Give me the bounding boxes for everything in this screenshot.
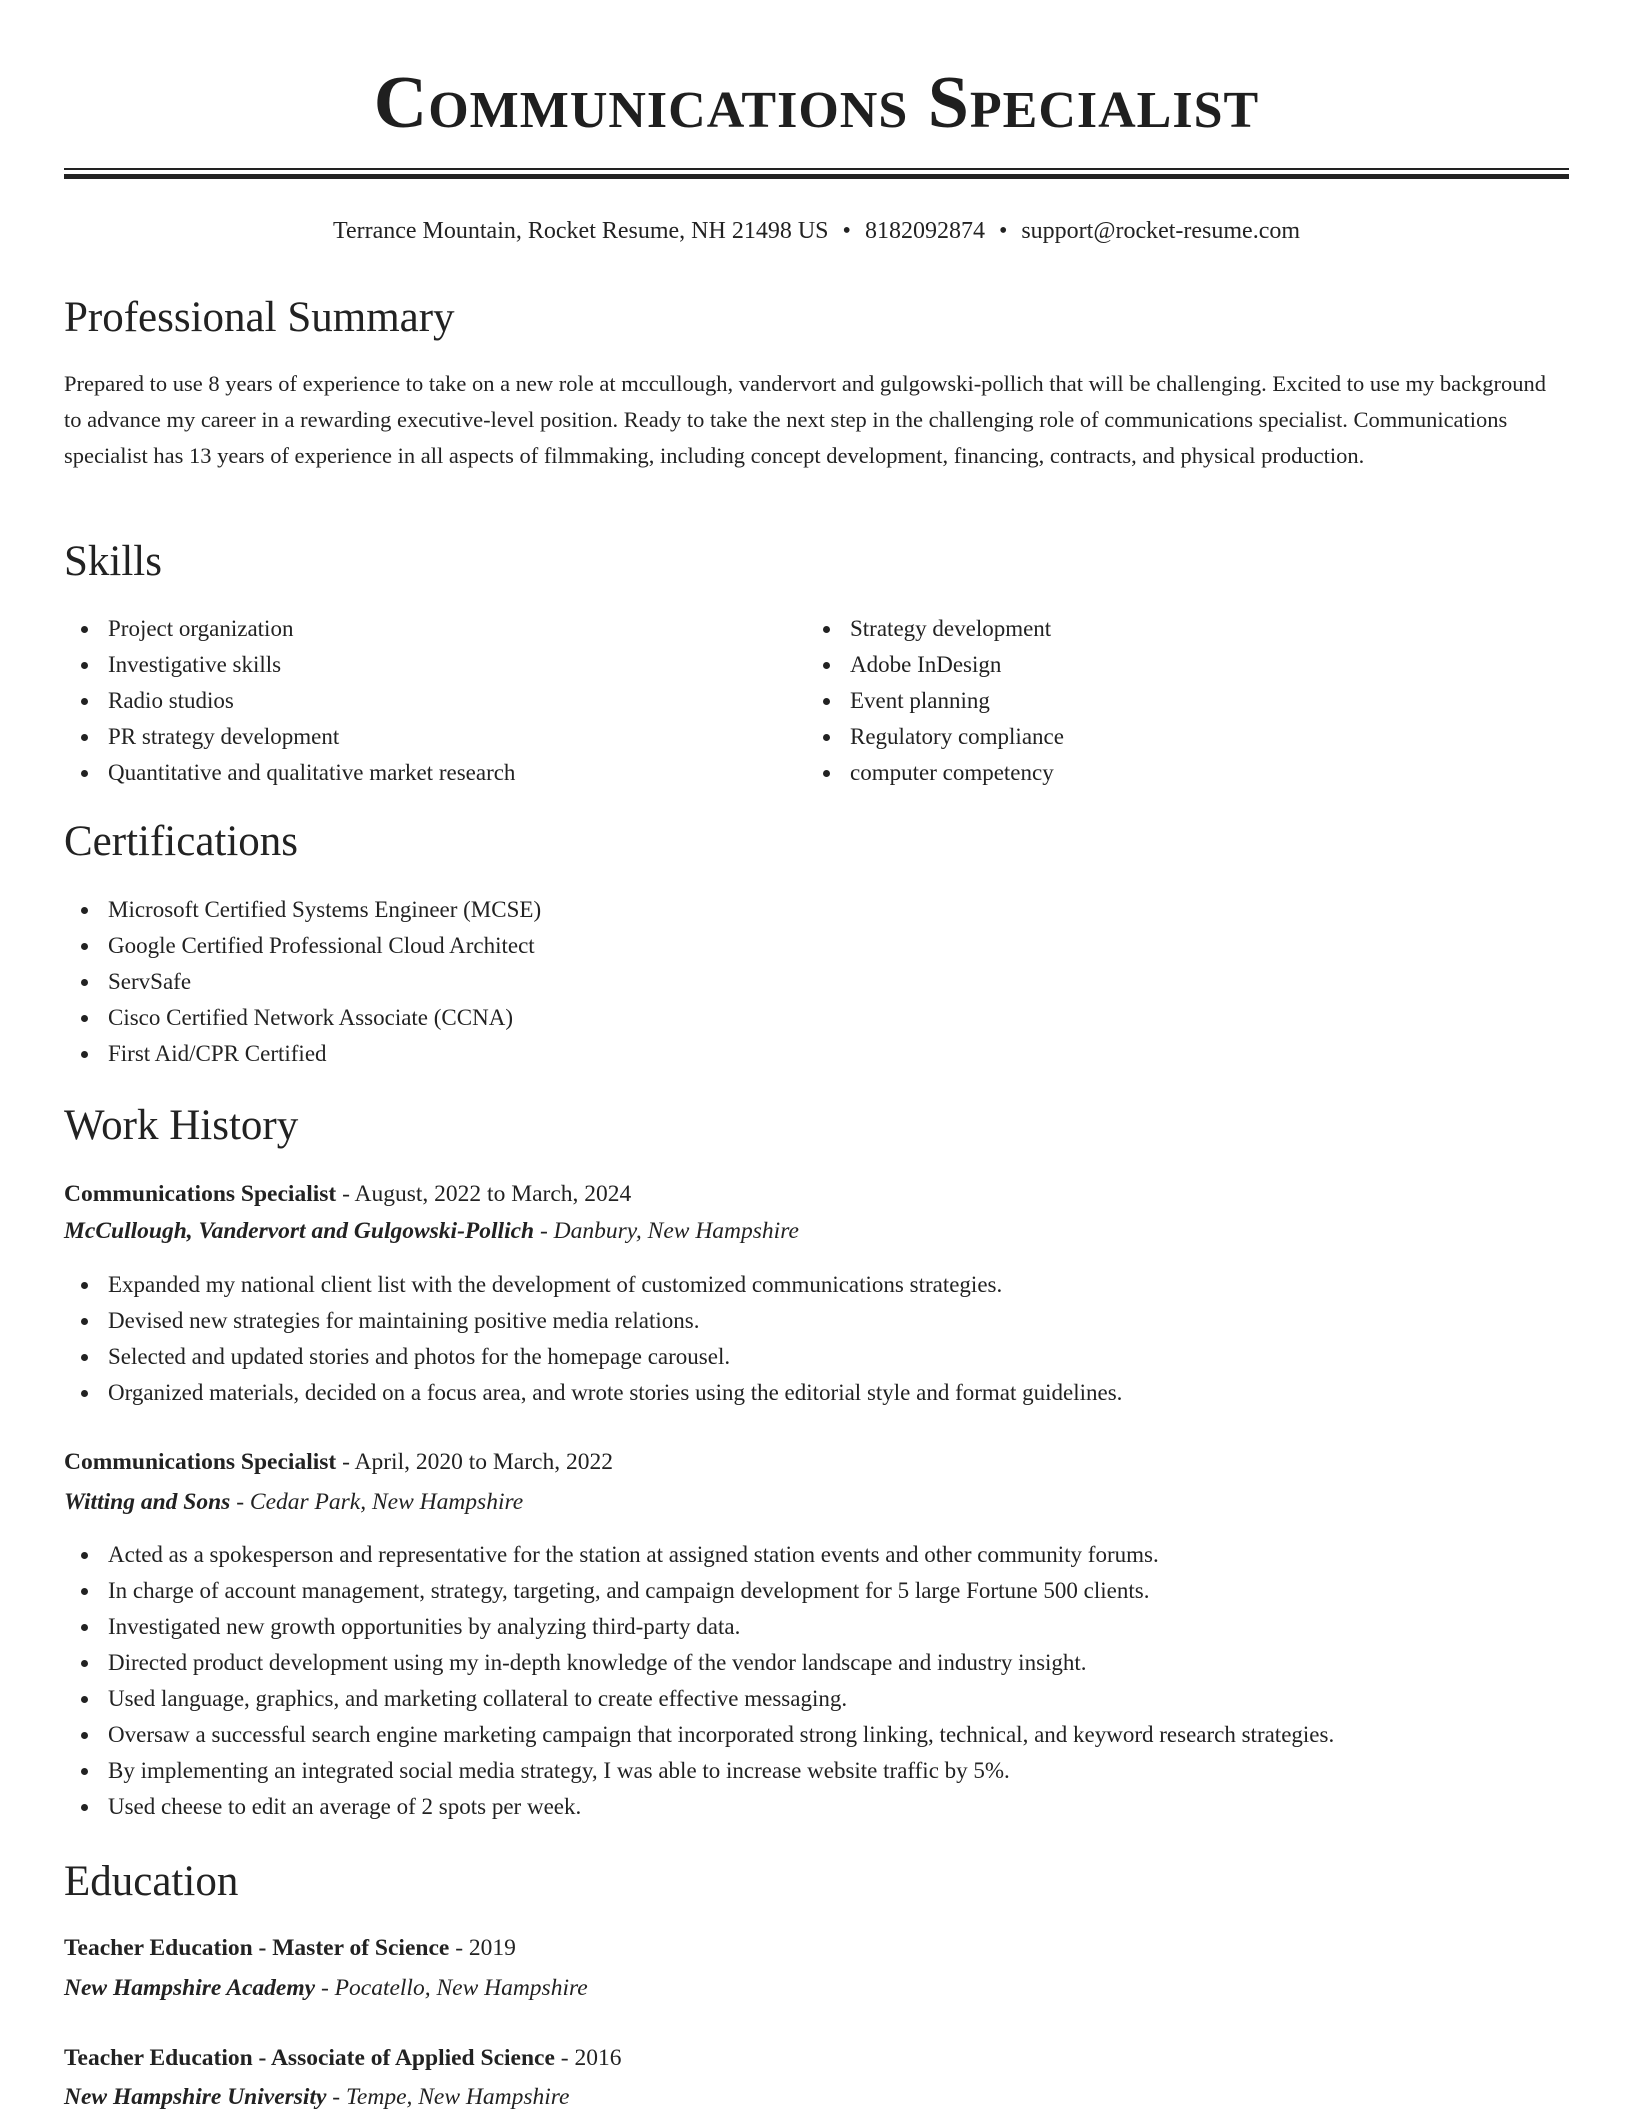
job-bullet: Investigated new growth opportunities by analyzing third-party data.: [64, 1609, 1334, 1645]
education-location: Tempe, New Hampshire: [346, 2084, 570, 2110]
education-school: New Hampshire University: [64, 2084, 327, 2110]
education-school-line: [64, 2079, 569, 2115]
skills-heading: Skills: [64, 538, 162, 585]
job-title-line: [64, 1444, 613, 1480]
skill-item: Radio studios: [64, 683, 515, 719]
certification-item: Microsoft Certified Systems Engineer (MCSE): [64, 892, 541, 928]
job-bullet: In charge of account management, strategy, targeting, and campaign development for 5 large Fortune 500 clients.: [64, 1573, 1334, 1609]
contact-address: Terrance Mountain, Rocket Resume, NH 21498 US: [332, 218, 829, 244]
contact-line: [64, 214, 1569, 248]
contact-separator: •: [998, 218, 1008, 244]
skill-item: Investigative skills: [64, 647, 515, 683]
job-bullet: Organized materials, decided on a focus area, and wrote stories using the editorial style and format guidelines.: [64, 1375, 1122, 1411]
education-degree-line: [64, 1930, 516, 1966]
education-year: 2019: [468, 1935, 516, 1961]
dash: -: [534, 1218, 554, 1244]
contact-separator: •: [842, 218, 851, 244]
skill-item: Strategy development: [806, 611, 1064, 647]
job-title: Communications Specialist: [64, 1449, 337, 1475]
work-history-heading: Work History: [64, 1102, 299, 1149]
education-school: New Hampshire Academy: [64, 1975, 316, 2001]
dash: -: [336, 1181, 355, 1207]
job-bullet: Used language, graphics, and marketing collateral to create effective messaging.: [64, 1681, 1334, 1717]
skill-item: Quantitative and qualitative market research: [64, 755, 515, 791]
skill-item: Event planning: [806, 683, 1064, 719]
certification-item: Cisco Certified Network Associate (CCNA): [64, 1000, 541, 1036]
job-bullet: By implementing an integrated social media strategy, I was able to increase website traffic by 5%.: [64, 1753, 1334, 1789]
dash: -: [449, 1935, 469, 1961]
certification-item: ServSafe: [64, 964, 541, 1000]
summary-text: Prepared to use 8 years of experience to take on a new role at mccullough, vandervort and gulgowski-pollich that will be challenging. Excited to use my background to advance my career in a rewarding executive-level position. Ready to take the next step in the challenging role of communications specialist. Communications specialist has 13 years of experience in all aspects of filmmaking, including concept development, financing, contracts, and physical production.: [64, 371, 1547, 468]
summary-heading: Professional Summary: [64, 294, 455, 341]
dash: -: [554, 2045, 575, 2071]
education-degree: Teacher Education - Master of Science: [64, 1935, 450, 1961]
job-bullet: Directed product development using my in-depth knowledge of the vendor landscape and industry insight.: [64, 1645, 1334, 1681]
certification-item: Google Certified Professional Cloud Architect: [64, 928, 541, 964]
skill-item: computer competency: [806, 755, 1064, 791]
education-degree: Teacher Education - Associate of Applied Science: [64, 2045, 555, 2071]
resume-title: Communications Specialist: [373, 62, 1260, 144]
job-location: Danbury, New Hampshire: [553, 1218, 799, 1244]
skill-item: PR strategy development: [64, 719, 515, 755]
dash: -: [315, 1975, 335, 2001]
title-divider-thin: [64, 168, 1569, 170]
job-bullet: Used cheese to edit an average of 2 spots per week.: [64, 1789, 1334, 1825]
job-company: McCullough, Vandervort and Gulgowski-Pollich: [64, 1218, 535, 1244]
job-company-line: [64, 1213, 799, 1249]
skills-list-right: [806, 611, 1064, 791]
job-title-line: [64, 1176, 631, 1212]
dash: -: [336, 1449, 355, 1475]
education-school-line: [64, 1970, 588, 2006]
job-bullets: [64, 1267, 1122, 1411]
dash: -: [230, 1489, 250, 1515]
certification-item: First Aid/CPR Certified: [64, 1036, 541, 1072]
skills-list-left: [64, 611, 515, 791]
contact-email: support@rocket-resume.com: [1021, 218, 1301, 244]
job-company: Witting and Sons: [64, 1489, 231, 1515]
job-bullet: Acted as a spokesperson and representative for the station at assigned station events and other community forums.: [64, 1537, 1334, 1573]
job-bullets: [64, 1537, 1334, 1825]
job-location: Cedar Park, New Hampshire: [249, 1489, 524, 1515]
job-company-line: [64, 1484, 523, 1520]
certifications-list: [64, 892, 541, 1072]
job-dates: August, 2022 to March, 2024: [354, 1181, 632, 1207]
skill-item: Project organization: [64, 611, 515, 647]
education-location: Pocatello, New Hampshire: [334, 1975, 588, 2001]
education-heading: Education: [64, 1858, 239, 1905]
job-bullet: Selected and updated stories and photos for the homepage carousel.: [64, 1339, 1122, 1375]
job-bullet: Expanded my national client list with the development of customized communications strategies.: [64, 1267, 1122, 1303]
certifications-heading: Certifications: [64, 818, 299, 865]
title-divider-thick: [64, 174, 1569, 179]
education-degree-line: [64, 2040, 621, 2076]
skill-item: Regulatory compliance: [806, 719, 1064, 755]
contact-phone: 8182092874: [864, 218, 985, 244]
dash: -: [326, 2084, 346, 2110]
skill-item: Adobe InDesign: [806, 647, 1064, 683]
education-year: 2016: [574, 2045, 622, 2071]
job-dates: April, 2020 to March, 2022: [354, 1449, 613, 1475]
job-bullet: Devised new strategies for maintaining positive media relations.: [64, 1303, 1122, 1339]
job-bullet: Oversaw a successful search engine marketing campaign that incorporated strong linking, technical, and keyword research strategies.: [64, 1717, 1334, 1753]
job-title: Communications Specialist: [64, 1181, 337, 1207]
